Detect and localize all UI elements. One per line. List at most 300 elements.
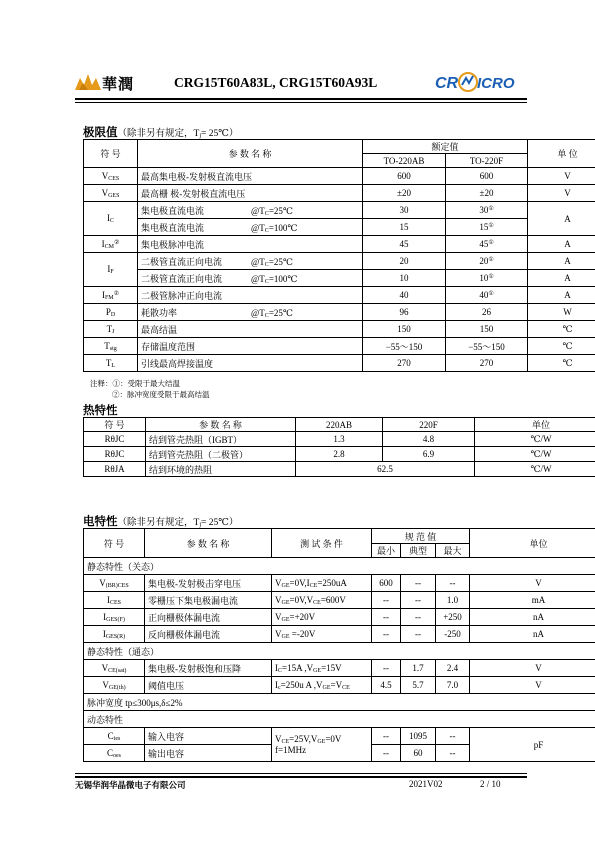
abs-value-pkg2: [446, 338, 528, 355]
symbol-sub: CE(sat): [108, 667, 127, 674]
elec-group-static-on: [84, 643, 595, 660]
dyn-cond-b: =25V,V: [289, 734, 318, 744]
dyn-cond-c: =0V: [325, 734, 342, 744]
elec-head-max: 最大: [436, 544, 470, 558]
abs-value-pkg2: [446, 287, 528, 304]
symbol-main: V: [102, 679, 109, 690]
abs-value-pkg2: [446, 355, 528, 372]
elec-min: 600: [372, 575, 401, 592]
abs-param: [138, 321, 363, 338]
elec-param: 集电极-发射极饱和压降: [145, 660, 272, 677]
elec-param: 集电极-发射极击穿电压: [145, 575, 272, 592]
elec-unit: pF: [470, 728, 595, 762]
header-rule: [75, 98, 527, 100]
cond-a: V: [275, 594, 282, 605]
abs-symbol: [84, 202, 138, 236]
abs-value-pkg2-note: ①: [488, 291, 494, 297]
elec-symbol: [84, 609, 145, 626]
elec-symbol: [84, 745, 145, 762]
abs-cond-pre: @T: [251, 273, 265, 284]
elec-group-dynamic-label: 动态特性: [84, 711, 595, 728]
footer-rule-thick: [75, 776, 527, 778]
symbol-sub: CES: [108, 175, 120, 182]
thermal-head-pkg2: 220F: [383, 418, 475, 432]
symbol-main: I: [101, 238, 105, 249]
symbol-sub: C: [109, 218, 114, 224]
symbol-sub: GE(th): [108, 684, 126, 691]
abs-param: [138, 338, 363, 355]
elec-typ: --: [401, 626, 436, 643]
symbol-main: T: [105, 357, 112, 368]
elec-param: 输出电容: [145, 745, 272, 762]
thermal-value-pkg1: 2.8: [296, 447, 383, 462]
abs-value-pkg1: −55～150: [363, 338, 446, 355]
abs-row: [84, 185, 595, 202]
cond-b-sub: CE: [313, 599, 321, 606]
elec-min: --: [372, 592, 401, 609]
abs-head-pkg1: TO-220AB: [363, 154, 446, 168]
cond-a-sub: GE: [281, 599, 290, 606]
abs-max-cond-sub: j: [199, 133, 201, 139]
abs-value-pkg2-text: 15: [479, 222, 489, 232]
elec-row-on: [84, 677, 595, 694]
svg-text:CR: CR: [435, 75, 459, 92]
thermal-table: [83, 417, 595, 477]
symbol-main: V: [101, 170, 109, 181]
cond-b: =250u A ,V: [280, 679, 323, 690]
abs-row: [84, 355, 595, 372]
elec-dyn-cond: [272, 728, 372, 762]
symbol-main: C: [107, 730, 114, 741]
elec-head-typ: 典型: [401, 544, 436, 558]
svg-text:ICRO: ICRO: [477, 75, 515, 92]
thermal-row: [84, 432, 595, 447]
crmicro-logo: [435, 69, 527, 95]
abs-unit: A: [528, 270, 595, 287]
document-title: CRG15T60A83L, CRG15T60A93L: [174, 75, 378, 90]
cond-b-sub: GE: [322, 684, 331, 691]
abs-unit: V: [528, 185, 595, 202]
abs-unit: ℃: [528, 355, 595, 372]
thermal-title: [83, 402, 118, 418]
abs-cond: =100℃: [268, 273, 298, 284]
abs-row: [84, 253, 595, 270]
abs-value-pkg1: 15: [363, 219, 446, 236]
abs-value-pkg2-note: ①: [488, 240, 494, 246]
abs-param-text: 最高结温: [141, 324, 178, 335]
abs-row: [84, 236, 595, 253]
symbol-sub: oes: [113, 752, 121, 759]
abs-symbol: [84, 253, 138, 287]
elec-min: --: [372, 660, 401, 677]
elec-typ: --: [401, 609, 436, 626]
abs-param-text: 二极管直流正向电流: [141, 256, 223, 267]
abs-symbol: [84, 236, 138, 253]
abs-value-pkg2-note: ①: [488, 206, 494, 212]
dyn-cond-a-sub: CE: [281, 739, 290, 745]
abs-unit: A: [528, 236, 595, 253]
abs-param-text: 二极管直流正向电流: [141, 273, 223, 284]
abs-unit: A: [528, 202, 595, 236]
elec-typ: --: [401, 575, 436, 592]
abs-symbol: [84, 185, 138, 202]
abs-param-text: 存储温度范围: [141, 341, 196, 352]
elec-max: -250: [436, 626, 470, 643]
abs-head-unit: 单 位: [528, 140, 595, 168]
abs-symbol: [84, 304, 138, 321]
abs-head-symbol: 符 号: [84, 140, 138, 168]
abs-unit: W: [528, 304, 595, 321]
symbol-sub: L: [111, 362, 116, 369]
thermal-param: 结到管壳热阻（二极管）: [146, 447, 296, 462]
elec-min: --: [372, 745, 401, 762]
elec-group-pulse: [84, 694, 595, 711]
cond-b: =-20V: [289, 628, 316, 639]
abs-value-pkg2-note: ①: [488, 223, 494, 229]
symbol-main: I: [102, 628, 106, 639]
thermal-head-param: 参 数 名 称: [146, 418, 296, 432]
elec-group-pulse-label: 脉冲宽度 tp≤300μs,δ≤2%: [84, 694, 595, 711]
elec-param: 反向栅极体漏电流: [145, 626, 272, 643]
symbol-main: I: [106, 594, 110, 605]
elec-group-dynamic: [84, 711, 595, 728]
abs-cond-sub: C: [264, 210, 269, 217]
thermal-symbol: RθJC: [84, 432, 146, 447]
cond-c: =V: [330, 679, 343, 690]
elec-max: 2.4: [436, 660, 470, 677]
abs-cond-sub: C: [264, 261, 269, 268]
abs-param-text: 二极管脉冲正向电流: [141, 290, 223, 301]
elec-unit: mA: [470, 592, 595, 609]
abs-cond-sub: C: [264, 312, 269, 319]
abs-cond-pre: @T: [251, 307, 265, 318]
abs-value-pkg2: [446, 185, 528, 202]
abs-cond-pre: @T: [251, 205, 265, 216]
elec-param: 正向栅极体漏电流: [145, 609, 272, 626]
abs-max-body: [84, 168, 595, 372]
cond-a: V: [275, 577, 282, 588]
abs-max-heading: 极限值: [83, 127, 118, 139]
cond-a-sub: C: [278, 667, 283, 674]
cond-a-sub: GE: [281, 633, 290, 640]
header-rule-thin: [75, 102, 527, 103]
elec-typ: 1095: [401, 728, 436, 745]
thermal-head-row: [84, 418, 595, 432]
elec-min: 4.5: [372, 677, 401, 694]
elec-max: +250: [436, 609, 470, 626]
abs-row: [84, 270, 595, 287]
symbol-sub: CM: [104, 243, 114, 250]
elec-min: --: [372, 626, 401, 643]
elec-symbol: [84, 660, 145, 677]
elec-head-param: 参 数 名 称: [145, 529, 272, 558]
thermal-head-symbol: 符 号: [84, 418, 146, 432]
abs-row: [84, 202, 595, 219]
cond-b-sub: GE: [313, 667, 322, 674]
abs-value-pkg1: 20: [363, 253, 446, 270]
symbol-sub: GES: [108, 192, 120, 199]
abs-value-pkg1: 45: [363, 236, 446, 253]
abs-param: [138, 304, 363, 321]
symbol-sub: D: [110, 311, 116, 318]
symbol-main: V: [99, 577, 106, 588]
abs-value-pkg2-text: 26: [482, 307, 491, 317]
abs-value-pkg2-text: 150: [479, 324, 494, 334]
abs-cond: =25℃: [268, 205, 293, 216]
elec-symbol: [84, 626, 145, 643]
abs-value-pkg1: 270: [363, 355, 446, 372]
abs-max-cond: （除非另有规定，T: [117, 129, 200, 139]
abs-param: [138, 355, 363, 372]
elec-head-min: 最小: [372, 544, 401, 558]
abs-note-2: ②：脉冲宽度受限于最高结温: [112, 390, 210, 399]
elec-head-symbol: 符 号: [84, 529, 145, 558]
abs-param-text: 最高栅 极-发射极直流电压: [141, 188, 246, 199]
abs-value-pkg2: [446, 321, 528, 338]
dyn-cond-a: V: [275, 734, 282, 744]
cond-a: V: [275, 628, 282, 639]
huarun-logo: [75, 70, 155, 96]
elec-unit: V: [470, 660, 595, 677]
abs-value-pkg2: [446, 270, 528, 287]
elec-max: --: [436, 728, 470, 745]
abs-value-pkg1: 96: [363, 304, 446, 321]
elec-unit: nA: [470, 609, 595, 626]
abs-row: [84, 219, 595, 236]
elec-symbol: [84, 677, 145, 694]
cond-b: =0V,I: [289, 577, 310, 588]
elec-param: 阈值电压: [145, 677, 272, 694]
symbol-main: I: [101, 289, 105, 300]
abs-param-text: 耗散功率: [141, 307, 178, 318]
thermal-unit: ℃/W: [475, 462, 595, 477]
elec-group-static-off: [84, 558, 595, 575]
thermal-body: [84, 418, 595, 477]
abs-max-cond-suffix: = 25℃）: [200, 129, 239, 139]
abs-unit: A: [528, 253, 595, 270]
elec-head-test: 测 试 条 件: [272, 529, 372, 558]
abs-value-pkg2-text: 30: [479, 205, 489, 215]
abs-symbol: [84, 355, 138, 372]
abs-max-table: [83, 139, 595, 372]
abs-param: [138, 270, 363, 287]
symbol-main: I: [106, 213, 110, 223]
cond-a: I: [275, 679, 278, 690]
symbol-main: V: [101, 187, 109, 198]
abs-head-pkg2: TO-220F: [446, 154, 528, 168]
abs-max-title: [83, 124, 238, 140]
thermal-unit: ℃/W: [475, 432, 595, 447]
abs-symbol: [84, 168, 138, 185]
abs-symbol: [84, 287, 138, 304]
abs-value-pkg1: 600: [363, 168, 446, 185]
thermal-value-pkg2: 4.8: [383, 432, 475, 447]
abs-max-notes: [90, 378, 210, 400]
thermal-value-pkg2: 6.9: [383, 447, 475, 462]
elec-test-cond: [272, 592, 372, 609]
elec-max: 7.0: [436, 677, 470, 694]
abs-value-pkg2-text: 20: [479, 256, 489, 266]
symbol-sub: ies: [113, 735, 121, 742]
symbol-main: I: [107, 264, 111, 274]
elec-max: 1.0: [436, 592, 470, 609]
abs-row: [84, 287, 595, 304]
page-header: [75, 66, 527, 98]
abs-value-pkg2: [446, 202, 528, 219]
symbol-main: P: [105, 306, 111, 317]
abs-param-text: 引线最高焊接温度: [141, 358, 214, 369]
elec-typ: 60: [401, 745, 436, 762]
thermal-symbol: RθJC: [84, 447, 146, 462]
elec-symbol: [84, 575, 145, 592]
abs-param: [138, 287, 363, 304]
elec-title: [83, 513, 238, 529]
cond-a: V: [275, 611, 282, 622]
elec-cond: （除非另有规定，T: [117, 518, 200, 528]
symbol-main: T: [104, 340, 110, 351]
abs-unit: V: [528, 168, 595, 185]
symbol-sub: FM: [104, 294, 114, 301]
elec-row-dyn: [84, 728, 595, 745]
symbol-sub: F: [110, 269, 114, 275]
thermal-param: 结到环境的热阻: [146, 462, 296, 477]
thermal-value-pkg1: 1.3: [296, 432, 383, 447]
elec-test-cond: [272, 575, 372, 592]
elec-row-off: [84, 592, 595, 609]
abs-value-pkg1: 150: [363, 321, 446, 338]
elec-cond-suffix: = 25℃）: [200, 518, 239, 528]
abs-symbol: [84, 321, 138, 338]
abs-param: [138, 236, 363, 253]
abs-value-pkg2-text: 40: [479, 290, 489, 300]
abs-param: [138, 168, 363, 185]
abs-param-text: 集电极直流电流: [141, 222, 205, 233]
elec-max: --: [436, 575, 470, 592]
abs-param-text: 集电极脉冲电流: [141, 239, 205, 250]
abs-cond: =25℃: [268, 256, 293, 267]
abs-param: [138, 253, 363, 270]
abs-param-text: 最高集电极-发射极直流电压: [141, 171, 252, 182]
abs-value-pkg1: 40: [363, 287, 446, 304]
thermal-row: [84, 462, 595, 477]
abs-cond-pre: @T: [251, 256, 265, 267]
crmicro-logo-icon: [435, 69, 527, 95]
symbol-sub: J: [112, 328, 115, 335]
abs-value-pkg2-text: 270: [479, 358, 494, 368]
elec-row-off: [84, 575, 595, 592]
abs-unit: ℃: [528, 338, 595, 355]
thermal-heading: 热特性: [83, 405, 118, 417]
elec-body: [84, 558, 595, 762]
cond-b-sub: CE: [309, 582, 318, 589]
elec-symbol: [84, 592, 145, 609]
symbol-sub: stg: [109, 345, 117, 352]
abs-cond-pre: @T: [251, 222, 265, 233]
elec-row-on: [84, 660, 595, 677]
symbol-main: C: [106, 747, 113, 758]
symbol-sub: GES(F): [106, 616, 125, 623]
elec-unit: V: [470, 677, 595, 694]
elec-group-static-on-label: 静态特性（通态）: [84, 643, 595, 660]
abs-param: [138, 202, 363, 219]
abs-head-rated: 额定值: [363, 140, 528, 154]
cond-a-sub: GE: [281, 582, 290, 589]
elec-unit: V: [470, 575, 595, 592]
thermal-param: 结到管壳热阻（IGBT）: [146, 432, 296, 447]
abs-cond: =25℃: [268, 307, 293, 318]
abs-row: [84, 338, 595, 355]
elec-test-cond: [272, 609, 372, 626]
elec-test-cond: [272, 626, 372, 643]
dyn-cond-line2: f=1MHz: [275, 745, 307, 755]
elec-test-cond: [272, 660, 372, 677]
cond-a-sub: GE: [281, 616, 290, 623]
elec-cond-sub: j: [199, 522, 201, 528]
abs-symbol: [84, 338, 138, 355]
cond-a-sub: c: [278, 684, 281, 691]
elec-table: [83, 528, 595, 762]
abs-value-pkg2: [446, 219, 528, 236]
abs-value-pkg2: [446, 168, 528, 185]
thermal-head-pkg1: 220AB: [296, 418, 383, 432]
thermal-symbol: RθJA: [84, 462, 146, 477]
symbol-main: V: [101, 662, 109, 673]
symbol-main: T: [106, 323, 113, 334]
cond-c: =600V: [320, 594, 346, 605]
symbol-sup: ②: [113, 239, 120, 246]
elec-head-unit: 单位: [470, 529, 595, 558]
abs-param-text: 集电极直流电流: [141, 205, 205, 216]
cond-b: =0V,V: [289, 594, 314, 605]
abs-value-pkg2-note: ①: [488, 257, 494, 263]
abs-value-pkg1: ±20: [363, 185, 446, 202]
page-number: 2 / 10: [480, 779, 501, 789]
elec-param: 输入电容: [145, 728, 272, 745]
abs-value-pkg2: [446, 304, 528, 321]
abs-value-pkg2-text: −55～150: [468, 341, 505, 352]
elec-symbol: [84, 728, 145, 745]
elec-test-cond: [272, 677, 372, 694]
symbol-main: I: [103, 611, 107, 622]
thermal-value: 62.5: [296, 462, 475, 477]
abs-unit: A: [528, 287, 595, 304]
elec-max: --: [436, 745, 470, 762]
abs-head-param: 参 数 名 称: [138, 140, 363, 168]
elec-typ: --: [401, 592, 436, 609]
dyn-cond-b-sub: GE: [317, 739, 326, 745]
elec-typ: 1.7: [401, 660, 436, 677]
cond-b: =+20V: [289, 611, 316, 622]
elec-row-off: [84, 609, 595, 626]
footer-rule: [75, 773, 527, 774]
symbol-sup: ②: [113, 290, 120, 297]
elec-heading: 电特性: [83, 516, 118, 528]
cond-a: I: [275, 662, 278, 673]
abs-cond: =100℃: [268, 222, 298, 233]
abs-value-pkg2-note: ①: [488, 274, 494, 280]
abs-row: [84, 168, 595, 185]
elec-typ: 5.7: [401, 677, 436, 694]
abs-param: [138, 219, 363, 236]
cond-b: =15A ,V: [282, 662, 314, 673]
symbol-sub: GES(R): [105, 633, 126, 640]
abs-value-pkg2-text: 45: [479, 239, 489, 249]
abs-value-pkg2-text: ±20: [479, 188, 494, 198]
abs-value-pkg2: [446, 253, 528, 270]
cond-c: =250uA: [317, 577, 347, 588]
abs-cond-sub: C: [264, 227, 269, 234]
abs-row: [84, 304, 595, 321]
